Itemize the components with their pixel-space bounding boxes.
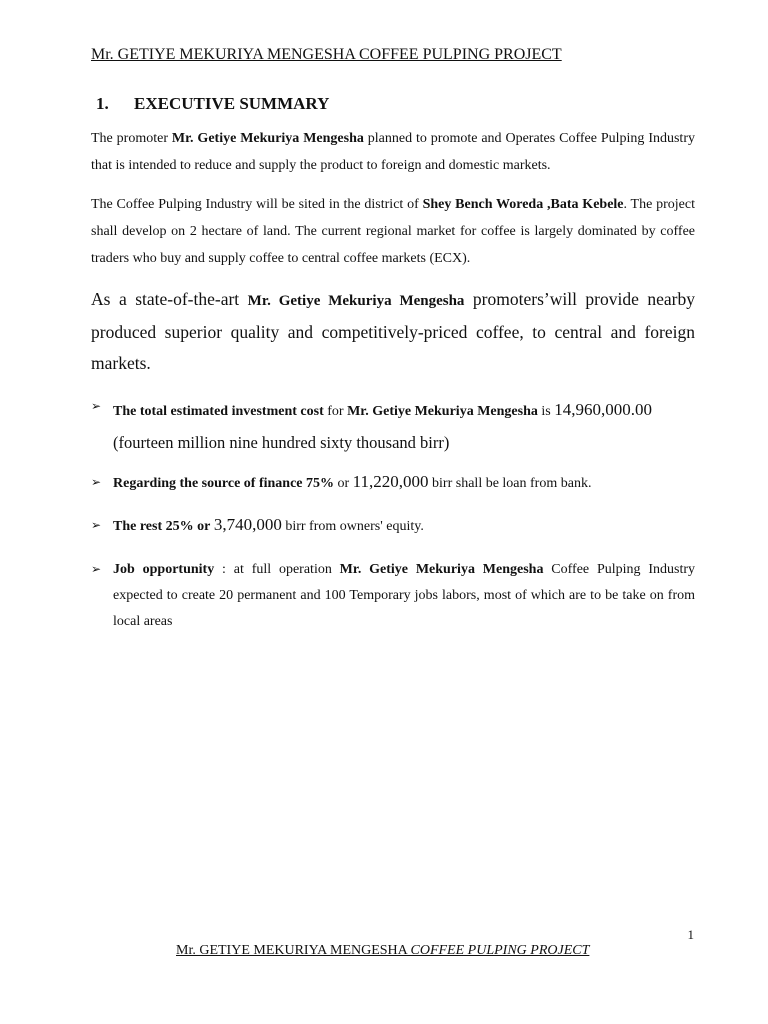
location-paragraph <box>91 191 695 272</box>
header-title: Mr. GETIYE MEKURIYA MENGESHA COFFEE PULPING PROJECT <box>91 46 562 63</box>
text-run: for <box>323 404 348 419</box>
bold-run: Regarding the source of finance 75% <box>113 476 334 491</box>
page-footer <box>176 943 589 959</box>
bold-run: The rest 25% or <box>113 519 211 534</box>
section-title: EXECUTIVE SUMMARY <box>134 94 330 113</box>
page-header <box>91 46 691 64</box>
page-number: 1 <box>687 927 694 942</box>
text-run: or <box>334 476 353 491</box>
amount-in-words: (fourteen million nine hundred sixty thousand birr) <box>113 433 450 452</box>
bullet-text <box>113 513 695 539</box>
promoter-name: Mr. Getiye Mekuriya Mengesha <box>247 293 465 309</box>
text-run: The promoter <box>91 131 172 146</box>
text-run: The Coffee Pulping Industry will be sited in the district of <box>91 197 423 212</box>
location-name: Shey Bench Woreda ,Bata Kebele <box>422 197 624 212</box>
promoter-name: Mr. Getiye Mekuriya Mengesha <box>347 404 538 419</box>
text-run: is <box>537 404 555 419</box>
bold-run: Job opportunity <box>113 562 215 577</box>
equity-amount: 3,740,000 <box>213 515 282 534</box>
bullet-text <box>113 557 695 635</box>
text-run: : at full operation <box>214 562 340 577</box>
loan-amount: 11,220,000 <box>352 472 429 491</box>
bold-run: The total estimated investment cost <box>113 404 324 419</box>
text-run: planned to promote and Operates Coffee Pulping Industry that is intended to reduce and supply the product to foreign and domestic markets. <box>91 131 695 173</box>
arrow-bullet-icon: ➢ <box>91 399 102 413</box>
text-run: As a state-of-the-art <box>91 289 248 309</box>
text-run: birr shall be loan from bank. <box>428 476 592 491</box>
promoter-name: Mr. Getiye Mekuriya Mengesha <box>339 562 544 577</box>
footer-prefix: Mr. GETIYE MEKURIYA MENGESHA <box>176 943 411 958</box>
text-run: promoters’will provide nearby produced superior quality and competitively-priced coffee, to central and foreign markets. <box>91 289 696 373</box>
arrow-bullet-icon: ➢ <box>91 562 102 576</box>
arrow-bullet-icon: ➢ <box>91 475 102 489</box>
text-run: Coffee Pulping Industry expected to create 20 permanent and 100 Temporary jobs labors, most of which are to be take on from local areas <box>113 562 696 629</box>
bullet-text <box>113 470 695 496</box>
text-run: . The project shall develop on 2 hectare of land. The current regional market for coffee is largely dominated by coffee traders who buy and supply coffee to central coffee markets (ECX). <box>91 197 695 266</box>
intro-paragraph <box>91 125 695 179</box>
state-of-art-paragraph <box>91 284 695 379</box>
investment-amount: 14,960,000.00 <box>554 400 652 419</box>
promoter-name: Mr. Getiye Mekuriya Mengesha <box>171 131 364 146</box>
text-run: birr from owners' equity. <box>281 519 424 534</box>
arrow-bullet-icon: ➢ <box>91 518 102 532</box>
section-heading <box>96 94 329 114</box>
section-number: 1. <box>96 94 109 113</box>
footer-italic: COFFEE PULPING PROJECT <box>410 943 590 958</box>
bullet-text <box>113 394 695 460</box>
